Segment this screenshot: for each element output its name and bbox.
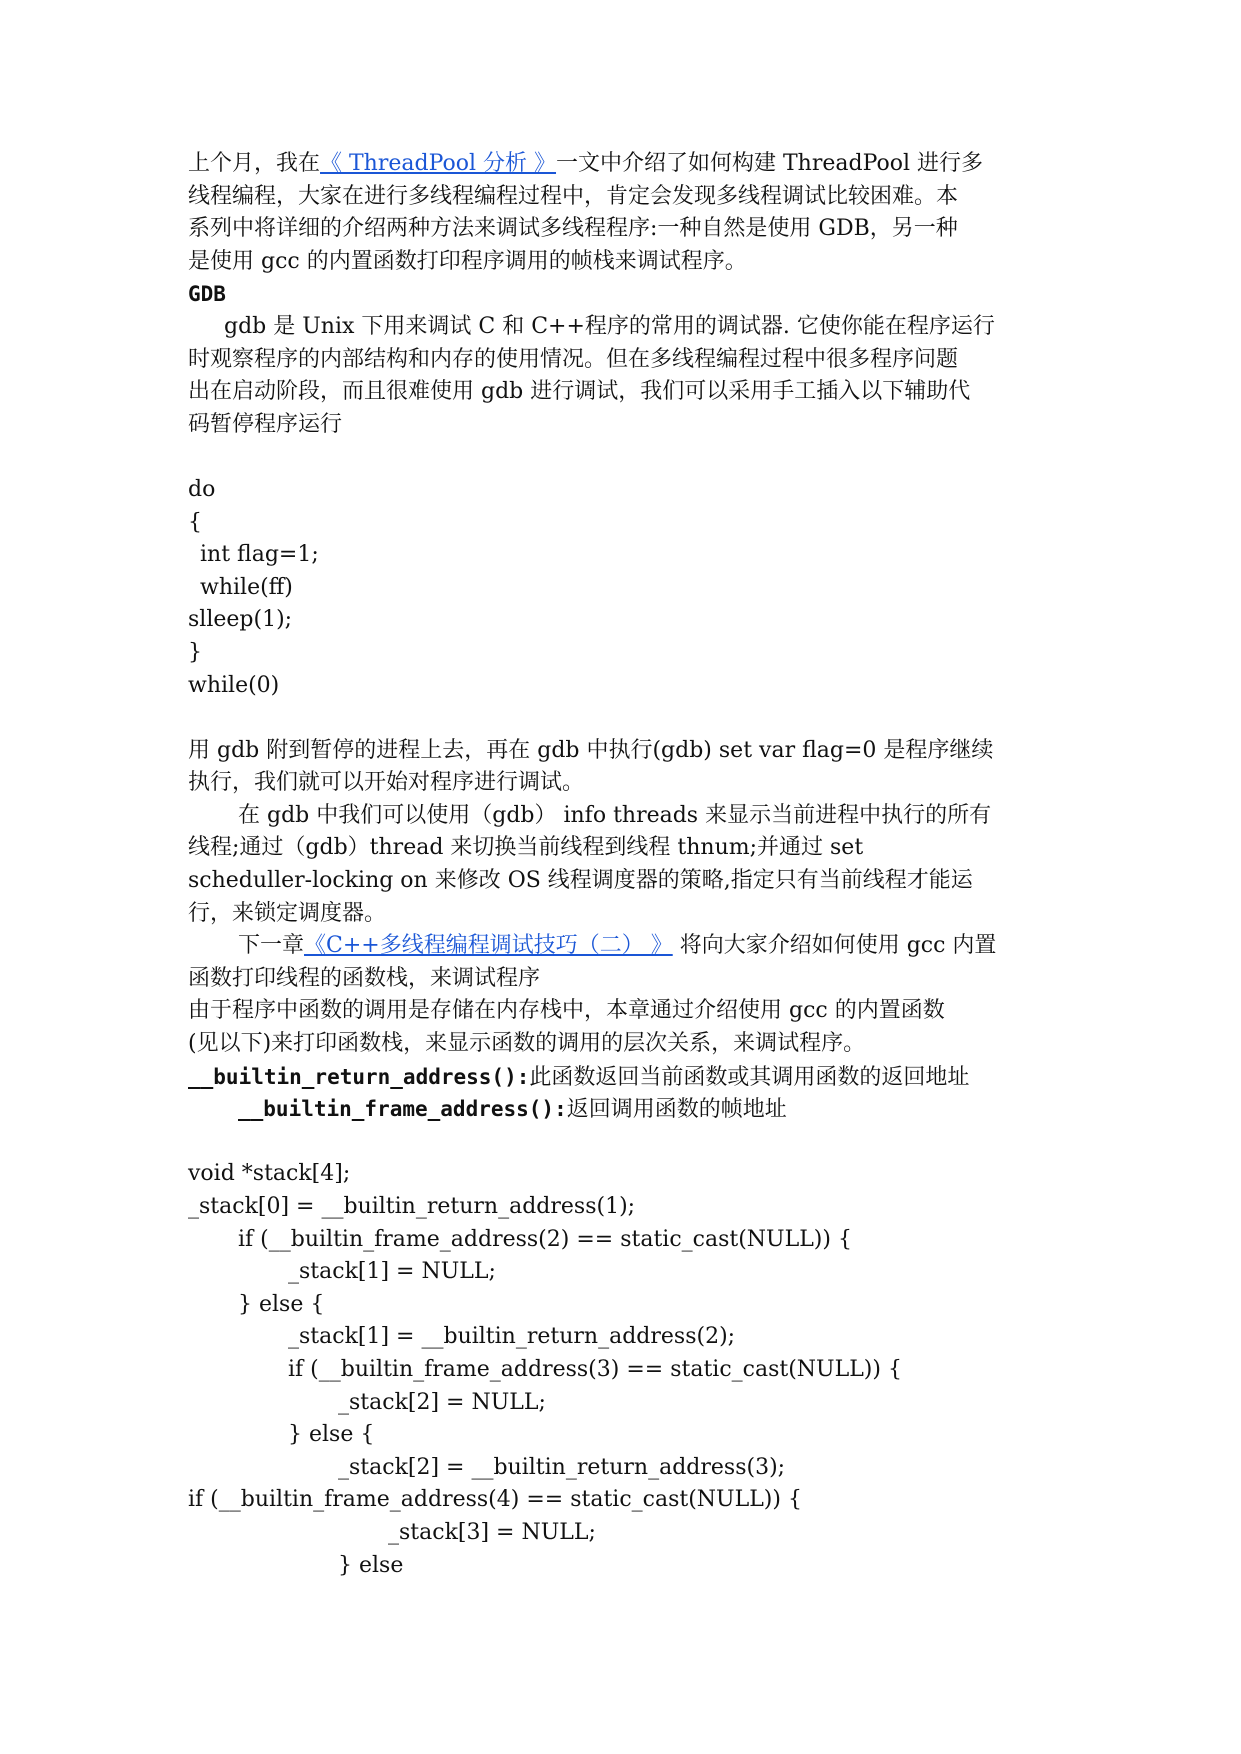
code-line: while(0): [188, 672, 280, 698]
intro-text: 上个月，我在: [188, 151, 321, 176]
builtins-list: [188, 1061, 1058, 1126]
threads-paragraph: [188, 800, 1058, 930]
threads-line: scheduller-locking on 来修改 OS 线程调度器的策略,指定只有当前线程才能运: [188, 868, 973, 894]
code-line: } else: [338, 1552, 404, 1578]
gdb-line: 出在启动阶段，而且很难使用 gdb 进行调试，我们可以采用手工插入以下辅助代: [188, 379, 971, 405]
code-line: {: [188, 509, 202, 535]
code-line: } else {: [288, 1422, 375, 1448]
intro-line: 线程编程，大家在进行多线程编程过程中，肯定会发现多线程调试比较困难。本: [188, 183, 959, 209]
intro-line: 是使用 gcc 的内置函数打印程序调用的帧栈来调试程序。: [188, 248, 747, 274]
gdb-line: 码暂停程序运行: [188, 411, 343, 437]
stack-line: (见以下)来打印函数栈，来显示函数的调用的层次关系，来调试程序。: [188, 1031, 866, 1057]
code-line: slleep(1);: [188, 607, 293, 633]
next-line: 函数打印线程的函数栈，来调试程序: [188, 965, 541, 991]
code-line: } else {: [238, 1291, 325, 1317]
code-line: _stack[3] = NULL;: [388, 1519, 596, 1545]
return-address-func: __builtin_return_address():: [188, 1064, 530, 1089]
intro-paragraph: [188, 148, 1058, 278]
code-line: _stack[2] = NULL;: [338, 1389, 546, 1415]
code-line: while(ff): [200, 574, 293, 600]
attach-line: 用 gdb 附到暂停的进程上去，再在 gdb 中执行(gdb) set var flag=0 是程序继续: [188, 737, 994, 763]
code-block-pause: [188, 474, 1058, 702]
code-line: if (__builtin_frame_address(4) == static_cast(NULL)) {: [188, 1487, 802, 1513]
next-text: 将向大家介绍如何使用 gcc 内置: [672, 933, 997, 959]
threads-line: 行，来锁定调度器。: [188, 900, 387, 926]
code-block-stack: [188, 1158, 1058, 1582]
code-line: if (__builtin_frame_address(3) == static_cast(NULL)) {: [288, 1356, 902, 1382]
code-line: _stack[1] = NULL;: [288, 1259, 496, 1285]
gdb-paragraph: [188, 311, 1058, 441]
intro-text: 一文中介绍了如何构建 ThreadPool 进行多: [556, 151, 984, 176]
next-chapter-link[interactable]: 《C++多线程编程调试技巧（二） 》: [304, 933, 673, 959]
intro-line: 系列中将详细的介绍两种方法来调试多线程程序:一种自然是使用 GDB，另一种: [188, 216, 958, 242]
code-line: _stack[2] = __builtin_return_address(3);: [338, 1454, 786, 1480]
code-line: int flag=1;: [200, 542, 319, 568]
next-chapter-paragraph: [188, 930, 1058, 995]
threads-line: 线程;通过（gdb）thread 来切换当前线程到线程 thnum;并通过 set: [188, 835, 864, 861]
gdb-line: 时观察程序的内部结构和内存的使用情况。但在多线程编程过程中很多程序问题: [188, 346, 959, 372]
threads-line: 在 gdb 中我们可以使用（gdb） info threads 来显示当前进程中执行的所有: [238, 802, 992, 828]
return-address-desc: 此函数返回当前函数或其调用函数的返回地址: [529, 1064, 970, 1090]
attach-paragraph: [188, 735, 1058, 800]
code-line: do: [188, 476, 216, 502]
gdb-line: gdb 是 Unix 下用来调试 C 和 C++程序的常用的调试器. 它使你能在程序运行: [224, 313, 995, 339]
code-line: void *stack[4];: [188, 1161, 351, 1187]
code-line: _stack[0] = __builtin_return_address(1);: [188, 1194, 636, 1219]
document-body: [188, 148, 1058, 1582]
stack-line: 由于程序中函数的调用是存储在内存栈中，本章通过介绍使用 gcc 的内置函数: [188, 998, 945, 1024]
next-text: 下一章: [238, 933, 305, 959]
gdb-heading: GDB: [188, 282, 226, 307]
code-line: if (__builtin_frame_address(2) == static_cast(NULL)) {: [238, 1226, 852, 1252]
code-line: _stack[1] = __builtin_return_address(2);: [288, 1324, 736, 1350]
stack-paragraph: [188, 995, 1058, 1060]
frame-address-func: __builtin_frame_address():: [238, 1097, 567, 1122]
code-line: }: [188, 639, 202, 665]
threadpool-link[interactable]: 《 ThreadPool 分析 》: [320, 151, 557, 176]
attach-line: 执行，我们就可以开始对程序进行调试。: [188, 770, 585, 796]
frame-address-desc: 返回调用函数的帧地址: [566, 1097, 787, 1123]
